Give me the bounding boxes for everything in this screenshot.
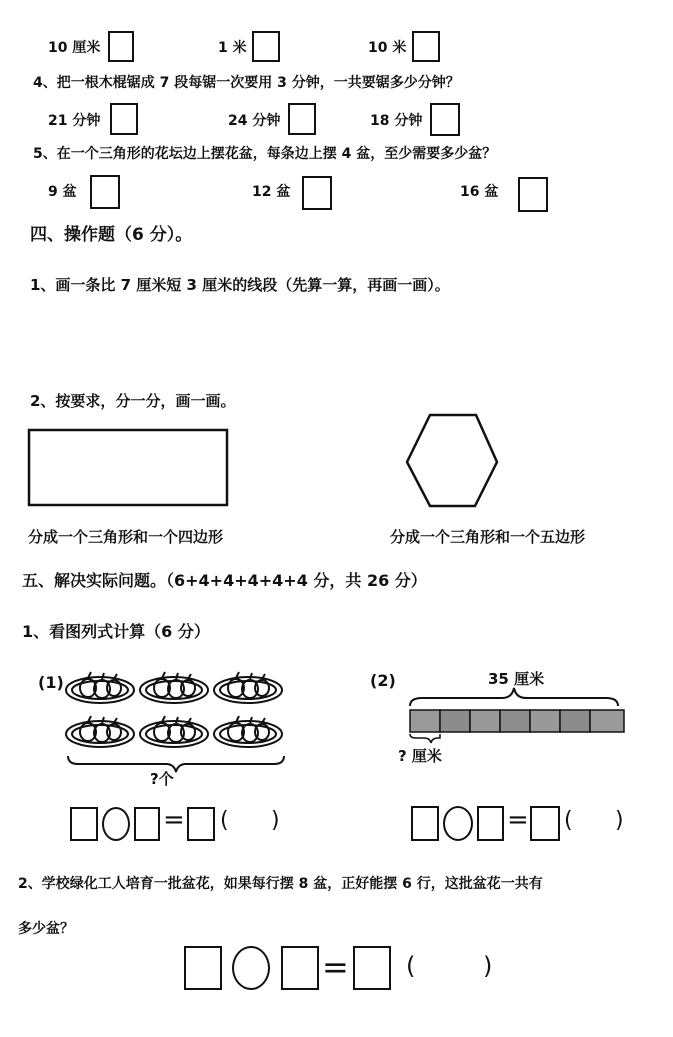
q5-option-1-answer-box[interactable]: [90, 175, 120, 209]
section4-q2: 2、按要求，分一分，画一画。: [30, 392, 236, 410]
q3-option-2-label: 1 米: [218, 40, 247, 56]
section5-q2-line2: 多少盆？: [18, 921, 74, 937]
plate-icon: [214, 672, 282, 703]
plate-icon: [140, 672, 208, 703]
eq2-operand2-box[interactable]: [477, 806, 504, 841]
eq1-paren-open: (: [220, 808, 229, 833]
eq1-operand2-box[interactable]: [134, 807, 160, 841]
q5-option-2-label: 12 盆: [252, 184, 291, 200]
top-brace-icon: [410, 688, 618, 706]
q3-option-3-label: 10 米: [368, 40, 407, 56]
eq3-operand1-box[interactable]: [184, 946, 222, 990]
plate-icon: [140, 716, 208, 747]
plate-icon: [66, 716, 134, 747]
segmented-bar: [410, 710, 624, 732]
q5-question: 5、在一个三角形的花坛边上摆花盆，每条边上摆 4 盆，至少需要多少盆？: [33, 146, 497, 162]
q4-option-2-label: 24 分钟: [228, 113, 281, 129]
q5-option-3-label: 16 盆: [460, 184, 499, 200]
rectangle-shape[interactable]: [29, 430, 227, 505]
eq1-operand1-box[interactable]: [70, 807, 98, 841]
eq3-operand2-box[interactable]: [281, 946, 319, 990]
section5-q1: 1、看图列式计算（6 分）: [22, 622, 210, 641]
eq3-paren-close: ): [483, 952, 493, 980]
q5-option-1-label: 9 盆: [48, 184, 77, 200]
caption-hexagon: 分成一个三角形和一个五边形: [390, 528, 586, 546]
small-brace-icon: [410, 734, 440, 743]
problem2-total-length: 35 厘米: [488, 670, 545, 688]
q5-option-2-answer-box[interactable]: [302, 176, 332, 210]
q5-option-3-answer-box[interactable]: [518, 177, 548, 212]
eq2-operator-circle[interactable]: [443, 806, 473, 841]
problem1-label: (1): [38, 673, 64, 692]
eq2-paren-open: (: [564, 808, 573, 833]
eq2-operand1-box[interactable]: [411, 806, 439, 841]
section4-title: 四、操作题（6 分）。: [30, 225, 193, 245]
problem1-question: ?个: [150, 770, 174, 788]
eq3-equals: =: [322, 948, 349, 986]
eq2-equals: =: [507, 805, 529, 835]
q3-option-2-answer-box[interactable]: [252, 31, 280, 62]
q4-option-3-label: 18 分钟: [370, 113, 423, 129]
q3-option-3-answer-box[interactable]: [412, 31, 440, 62]
brace-icon: [68, 756, 284, 772]
plates-of-pears-illustration: [60, 660, 290, 780]
section5-title: 五、解决实际问题。（6+4+4+4+4+4 分，共 26 分）: [22, 571, 427, 590]
q3-option-1-label: 10 厘米: [48, 40, 101, 56]
eq3-result-box[interactable]: [353, 946, 391, 990]
eq2-paren-close: ): [615, 808, 624, 833]
eq1-equals: =: [163, 805, 185, 835]
q4-option-1-answer-box[interactable]: [110, 103, 138, 135]
eq1-result-box[interactable]: [187, 807, 215, 841]
q4-question: 4、把一根木棍锯成 7 段每锯一次要用 3 分钟，一共要锯多少分钟？: [33, 75, 460, 91]
eq3-operator-circle[interactable]: [232, 946, 270, 990]
q4-option-1-label: 21 分钟: [48, 113, 101, 129]
eq1-operator-circle[interactable]: [102, 807, 130, 841]
problem2-label: (2): [370, 671, 396, 690]
q4-option-2-answer-box[interactable]: [288, 103, 316, 135]
hexagon-shape[interactable]: [407, 415, 497, 506]
eq3-paren-open: (: [406, 952, 416, 980]
eq2-result-box[interactable]: [530, 806, 560, 841]
shapes-drawing: [0, 400, 673, 510]
plate-icon: [214, 716, 282, 747]
caption-rectangle: 分成一个三角形和一个四边形: [28, 528, 224, 546]
plate-icon: [66, 672, 134, 703]
q3-option-1-answer-box[interactable]: [108, 31, 134, 62]
problem2-question: ? 厘米: [398, 747, 442, 765]
section5-q2-line1: 2、学校绿化工人培育一批盆花，如果每行摆 8 盆，正好能摆 6 行，这批盆花一共有: [18, 876, 543, 892]
section4-q1: 1、画一条比 7 厘米短 3 厘米的线段（先算一算，再画一画）。: [30, 276, 450, 294]
eq1-paren-close: ): [271, 808, 280, 833]
q4-option-3-answer-box[interactable]: [430, 103, 460, 136]
